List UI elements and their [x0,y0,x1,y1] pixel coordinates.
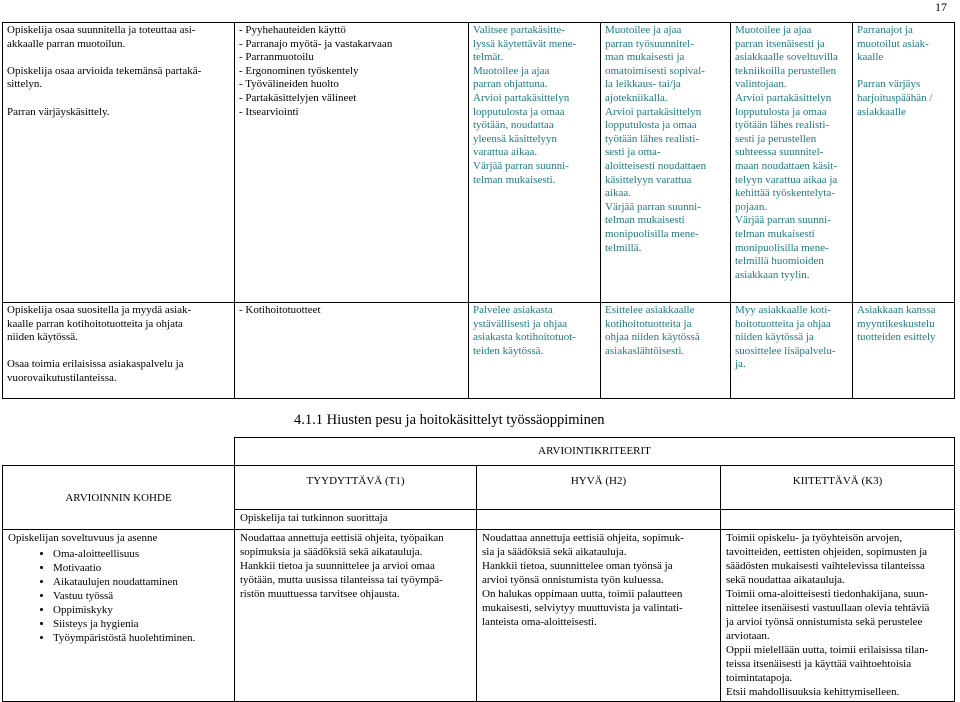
cell-line: la leikkaus- tai/ja [605,78,681,91]
cell-line: telman mukaisesti. [473,173,556,186]
t1-criteria-cell [469,23,601,303]
cell-line: ohjaa niiden käytössä [605,331,700,344]
cell-line: Parranajot ja [857,24,913,36]
table-row [3,303,955,399]
cell-line: kaalle parran kotihoitotuotteita ja ohjata [7,317,183,330]
cell-line: Oppii mielellään uutta, toimii erilaisissa tilan- [726,644,929,656]
cell-line: asiakasta kotihoitotuot- [473,331,576,344]
list-item: • Vastuu työssä [53,589,229,603]
cell-line: Arvioi partakäsittelyn [473,91,570,104]
list-item: • Siisteys ja hygienia [53,617,229,631]
cell-line: asiakaslähtöisesti. [605,344,685,357]
cell-line: suosittelee lisäpalvelu- [735,344,836,357]
cell-line: Opiskelija osaa suunnitella ja toteuttaa asi- [7,24,196,36]
cell-line: Muotoilee ja ajaa [735,24,812,36]
cell-line: - Parranajo myötä- ja vastakarvaan [239,37,393,50]
cell-line: telman mukaisesti [605,214,685,227]
cell-line: Esittelee asiakkaalle [605,304,695,316]
cell-line: teissa itsenäisesti ja käyttää vaihtoehtoisia [726,658,912,670]
level-h2: HYVÄ (H2) [477,466,721,510]
cell-line: Opiskelija osaa suositella ja myydä asiak- [7,304,192,316]
target-list [8,547,229,645]
cell-line: pojaan. [735,200,768,213]
cell-line: Valitsee partakäsitte- [473,24,565,36]
cell-line: varattua aikaa. [473,146,538,159]
cell-line: vuorovaikutustilanteissa. [7,371,117,384]
cell-line: ajotekniikalla. [605,91,668,104]
cell-line: tekniikoilla perustellen [735,64,837,77]
cell-line: man mukaisesti ja [605,51,685,64]
assessment-target-header: ARVIOINNIN KOHDE [3,466,235,530]
cell-line: Muotoilee ja ajaa [605,24,682,36]
cell-line: kaalle [857,51,884,64]
cell-line: ystävällisesti ja ohjaa [473,317,568,330]
cell-line: Asiakkaan kanssa [857,304,936,316]
cell-line: mukaisesti, selviytyy muuttuvista ja valintati- [482,602,683,614]
cell-line: parran itsenäisesti ja [735,37,825,50]
cell-line: - Pyyhehauteiden käyttö [239,24,346,36]
cell-line: - Ergonominen työskentely [239,64,359,77]
cell-line: sesti ja perustellen [735,132,817,145]
cell-line: yleensä käsittelyyn [473,132,558,145]
cell-line: parran ohjattuna. [473,78,548,91]
cell-line: ja. [735,358,746,371]
cell-line: telmillä. [605,241,642,254]
cell-line: Parran värjäyskäsittely. [7,105,110,118]
cell-line: aikaa. [605,187,631,200]
t1-criteria-cell [469,303,601,399]
cell-line: lopputulosta ja omaa [605,119,697,132]
content-cell [235,23,469,303]
cell-line: myyntikeskustelu [857,317,935,330]
cell-line: lyssä käytettävät mene- [473,37,577,50]
cell-line: monipuolisilla mene- [735,241,829,254]
cell-line: telmät. [473,51,504,64]
cell-line: toimintatapoja. [726,672,793,684]
cell-line: tavoitteiden, eettisten ohjeiden, sopimusten ja [726,546,928,558]
cell-line: sopimuksia ja säädöksiä sekä aikatauluja. [240,546,423,558]
h2-description-cell [477,530,721,702]
cell-line: kotihoitotuotteita ja [605,317,692,330]
cell-line: harjoituspäähän / [857,91,933,104]
sub-header: Opiskelija tai tutkinnon suorittaja [235,510,477,530]
cell-line: Noudattaa annettuja eettisiä ohjeita, työpaikan [240,532,444,544]
list-item: • Aikataulujen noudattaminen [53,575,229,589]
outcome-cell [3,23,235,303]
cell-line: omatoimisesti sopival- [605,64,705,77]
cell-line: arviotaan. [726,630,770,642]
cell-line: työtään, noudattaa [473,119,554,132]
k3-criteria-cell [731,303,853,399]
list-item: • Motivaatio [53,561,229,575]
cell-line: Hankkii tietoa, suunnittelee oman työnsä ja [482,560,673,572]
cell-line: sittelyn. [7,78,43,91]
cell-line: akkaalle parran muotoilun. [7,37,126,50]
cell-line: Parran värjäys [857,78,921,91]
section-title: 4.1.1 Hiusten pesu ja hoitokäsittelyt työssäoppiminen [294,412,605,428]
cell-line: - Partakäsittelyjen välineet [239,91,357,104]
cell-line: työtään lähes realisti- [735,119,830,132]
cell-line: arvioi työnsä onnistumista työn kuluessa. [482,574,664,586]
cell-line: valintojaan. [735,78,787,91]
content-cell [235,303,469,399]
cell-line: niiden käytössä ja [735,331,814,344]
cell-line: - Työvälineiden huolto [239,78,339,91]
activity-cell [853,23,955,303]
cell-line: asiakkaalle soveltuvilla [735,51,838,64]
cell-line: suhteessa suunnitel- [735,146,824,159]
cell-line: Toimii opiskelu- ja työyhteisön arvojen, [726,532,903,544]
cell-line: Arvioi partakäsittelyn [605,105,702,118]
k3-criteria-cell [731,23,853,303]
h2-criteria-cell [601,303,731,399]
cell-line: Myy asiakkaalle koti- [735,304,831,316]
cell-line: työtään lähes realisti- [605,132,700,145]
cell-line: niiden käytössä. [7,331,78,344]
cell-line: - Itsearviointi [239,105,299,118]
cell-line: Noudattaa annettuja eettisiä ohjeita, sopimuk- [482,532,684,544]
cell-line: ja arvioi työnsä onnistumista sekä perustelee [726,616,923,628]
cell-line: asiakkaalle [857,105,906,118]
assessment-criteria-table [2,437,955,702]
cell-line: Osaa toimia erilaisissa asiakaspalvelu ja [7,358,184,371]
cell-line: Opiskelija osaa arvioida tekemänsä partakä- [7,64,202,77]
cell-line: teiden käytössä. [473,344,544,357]
cell-line: lopputulosta ja omaa [473,105,565,118]
cell-line: sekä noudattaa aikatauluja. [726,574,845,586]
cell-line: monipuolisilla mene- [605,227,699,240]
cell-line: aloitteisesti noudattaen [605,159,707,172]
cell-line: telman mukaisesti [735,227,815,240]
target-title: Opiskelijan soveltuvuus ja asenne [8,532,158,544]
cell-line: Toimii oma-aloitteisesti tiedonhakijana, suun- [726,588,929,600]
cell-line: lanteista oma-aloitteisesti. [482,616,597,628]
h2-criteria-cell [601,23,731,303]
cell-line: Värjää parran suunni- [605,200,701,213]
cell-line: Muotoilee ja ajaa [473,64,550,77]
assessment-target-cell [3,530,235,702]
cell-line: säädösten mukaisesti vaihtelevissa tilanteissa [726,560,925,572]
cell-line: Etsii mahdollisuuksia kehittymiselleen. [726,686,900,698]
cell-line: Värjää parran suunni- [473,159,569,172]
list-item: • Oma-aloitteellisuus [53,547,229,561]
cell-line: telmillä huomioiden [735,255,824,268]
t1-description-cell [235,530,477,702]
learning-outcomes-table [2,22,955,399]
cell-line: maan noudattaen käsit- [735,159,838,172]
cell-line: ristön muuttuessa tarvitsee ohjausta. [240,588,400,600]
cell-line: kehittää työskentelyta- [735,187,835,200]
cell-line: nittelee itsenäisesti vastuullaan olevia tehtäviä [726,602,930,614]
cell-line: parran työsuunnitel- [605,37,694,50]
cell-line: tuotteiden esittely [857,331,936,344]
table-row [3,23,955,303]
activity-cell [853,303,955,399]
cell-line: hoitotuotteita ja ohjaa [735,317,831,330]
outcome-cell [3,303,235,399]
cell-line: sia ja säädöksiä sekä aikatauluja. [482,546,627,558]
list-item: • Työympäristöstä huolehtiminen. [53,631,229,645]
level-t1: TYYDYTTÄVÄ (T1) [235,466,477,510]
cell-line: Palvelee asiakasta [473,304,553,316]
level-k3: KIITETTÄVÄ (K3) [721,466,955,510]
cell-line: lopputulosta ja omaa [735,105,827,118]
cell-line: muotoilut asiak- [857,37,929,50]
page-number: 17 [935,0,947,14]
cell-line: sesti ja oma- [605,146,661,159]
cell-line: Arvioi partakäsittelyn [735,91,832,104]
cell-line: Värjää parran suunni- [735,214,831,227]
cell-line: käsittelyyn varattua [605,173,692,186]
cell-line: Hankkii tietoa ja suunnittelee ja arvioi omaa [240,560,435,572]
cell-line: telyyn varattua aikaa ja [735,173,838,186]
cell-line: - Parranmuotoilu [239,51,314,64]
list-item: • Oppimiskyky [53,603,229,617]
cell-line: asiakkaan tyylin. [735,268,810,281]
cell-line: työtään, mutta uusissa tilanteissa tai työympä- [240,574,443,586]
criteria-header: ARVIOINTIKRITEERIT [235,438,955,466]
cell-line: On halukas oppimaan uutta, toimii palautteen [482,588,683,600]
k3-description-cell [721,530,955,702]
cell-line: - Kotihoitotuotteet [239,304,321,316]
